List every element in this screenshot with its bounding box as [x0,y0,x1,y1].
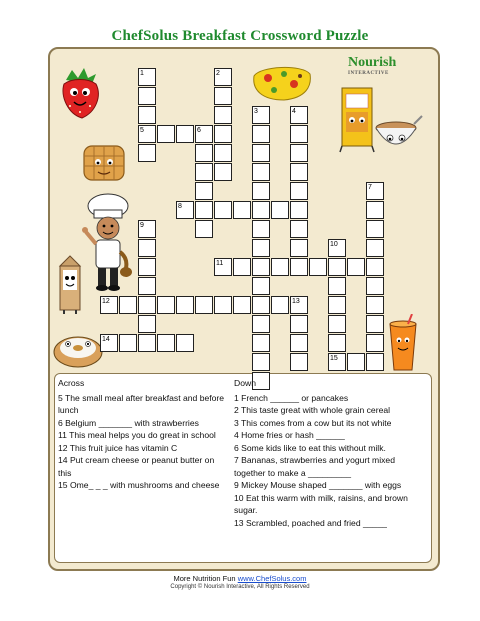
grid-cell[interactable] [195,125,213,143]
grid-cell[interactable] [195,163,213,181]
cell-number: 2 [216,70,220,77]
grid-cell[interactable] [290,182,308,200]
grid-cell[interactable] [271,201,289,219]
grid-cell[interactable] [366,277,384,295]
clue-number: 11 [58,430,67,440]
copyright-text: Copyright © Nourish Interactive, All Rights Reserved [170,584,310,590]
cell-number: 5 [140,127,144,134]
cell-number: 9 [140,222,144,229]
clue-number: 15 [58,480,68,490]
grid-cell[interactable] [366,334,384,352]
clue-number: 9 [234,480,239,490]
clue-text: This comes from a cow but its not white [238,417,392,428]
clue-number: 5 [58,392,63,403]
grid-cell[interactable] [138,125,156,143]
grid-cell[interactable] [290,334,308,352]
grid-cell[interactable] [119,334,137,352]
grid-cell[interactable] [290,106,308,124]
puzzle-title: ChefSolus Breakfast Crossword Puzzle [111,28,369,44]
grid-cell[interactable] [214,163,232,181]
grid-cell[interactable] [157,296,175,314]
grid-cell[interactable] [233,296,251,314]
clue-number: 1 [234,392,239,403]
grid-cell[interactable] [195,144,213,162]
down-clue-3 [234,417,426,430]
cell-number: 12 [102,298,110,305]
grid-cell[interactable] [233,201,251,219]
logo-text: Nourish [348,55,397,70]
grid-cell[interactable] [271,296,289,314]
grid-cell[interactable] [138,334,156,352]
grid-cell[interactable] [252,258,270,276]
grid-cell[interactable] [328,315,346,333]
clue-number: 13 [234,517,244,528]
grid-cell[interactable] [328,277,346,295]
grid-cell[interactable] [195,182,213,200]
grid-cell[interactable] [290,125,308,143]
grid-cell[interactable] [214,87,232,105]
cell-number: 13 [292,298,300,305]
grid-cell[interactable] [290,258,308,276]
grid-cell[interactable] [290,353,308,371]
grid-cell[interactable] [100,296,118,314]
clue-text: Ome_ _ _ with mushrooms and cheese [67,480,220,490]
clue-number: 6 [58,417,63,428]
clue-text: This taste great with whole grain cereal [238,405,391,415]
cell-number: 11 [216,260,224,267]
grid-cell[interactable] [290,315,308,333]
grid-cell[interactable] [366,296,384,314]
cell-number: 3 [254,108,258,115]
down-clue-2 [234,404,426,417]
grid-cell[interactable] [328,258,346,276]
grid-cell[interactable] [176,125,194,143]
clue-number: 3 [234,417,239,428]
grid-cell[interactable] [347,353,365,371]
grid-cell[interactable] [214,296,232,314]
grid-cell[interactable] [328,334,346,352]
clue-text: Some kids like to eat this without milk. [238,442,386,453]
clue-number: 6 [234,442,239,453]
cell-number: 10 [330,241,338,248]
cell-number: 15 [330,355,338,362]
grid-cell[interactable] [252,220,270,238]
logo-tagline: INTERACTIVE [348,71,389,76]
down-clues [234,377,426,529]
grid-cell[interactable] [328,353,346,371]
grid-cell[interactable] [138,220,156,238]
grid-cell[interactable] [252,277,270,295]
grid-cell[interactable] [309,258,327,276]
clue-text: This fruit juice has vitamin C [67,442,178,453]
clue-text: The small meal after breakfast and before lunch [58,392,225,415]
grid-cell[interactable] [195,220,213,238]
clue-text: Bananas, strawberries and yogurt mixed together to make a _________ [234,455,395,478]
grid-cell[interactable] [176,201,194,219]
grid-cell[interactable] [214,68,232,86]
across-clue-6 [58,417,228,430]
clue-number: 12 [58,442,68,453]
cell-number: 1 [140,70,144,77]
grid-cell[interactable] [366,315,384,333]
cell-number: 8 [178,203,182,210]
grid-cell[interactable] [366,182,384,200]
grid-cell[interactable] [271,258,289,276]
grid-cell[interactable] [214,144,232,162]
grid-cell[interactable] [252,334,270,352]
clue-text: Mickey Mouse shaped _______ with eggs [238,480,402,490]
clue-text: Eat this warm with milk, raisins, and brown sugar. [234,492,408,515]
cell-number: 7 [368,184,372,191]
across-clue-14 [58,454,228,479]
down-clue-4 [234,429,426,442]
grid-cell[interactable] [138,239,156,257]
grid-cell[interactable] [366,258,384,276]
grid-cell[interactable] [252,144,270,162]
grid-cell[interactable] [119,296,137,314]
down-clue-6 [234,442,426,455]
grid-cell[interactable] [290,163,308,181]
grid-cell[interactable] [366,201,384,219]
grid-cell[interactable] [100,334,118,352]
more-fun-label: More Nutrition Fun [173,574,236,583]
down-clue-13 [234,517,426,530]
clue-number: 4 [234,430,239,440]
footer-links [0,574,480,583]
cell-number: 14 [102,336,110,343]
grid-cell[interactable] [195,296,213,314]
down-clue-1 [234,392,426,405]
clue-text: Belgium _______ with strawberries [62,417,199,428]
clue-text: Scrambled, poached and fried _____ [243,517,387,528]
grid-cell[interactable] [233,258,251,276]
grid-cell[interactable] [252,353,270,371]
grid-cell[interactable] [138,296,156,314]
chefsolus-link[interactable]: www.ChefSolus.com [237,574,307,583]
across-heading: Across [58,378,85,388]
grid-cell[interactable] [366,239,384,257]
grid-cell[interactable] [290,201,308,219]
clue-number: 7 [234,455,239,465]
grid-cell[interactable] [252,163,270,181]
grid-cell[interactable] [157,125,175,143]
grid-cell[interactable] [157,334,175,352]
grid-cell[interactable] [138,258,156,276]
grid-cell[interactable] [214,106,232,124]
clue-text: Put cream cheese or peanut butter on this [58,455,215,478]
grid-cell[interactable] [176,334,194,352]
clue-number: 2 [234,405,239,415]
grid-cell[interactable] [347,258,365,276]
grid-cell[interactable] [138,68,156,86]
grid-cell[interactable] [252,201,270,219]
grid-cell[interactable] [138,87,156,105]
grid-cell[interactable] [138,144,156,162]
grid-cell[interactable] [214,258,232,276]
grid-cell[interactable] [176,296,194,314]
grid-cell[interactable] [366,220,384,238]
across-clue-12 [58,442,228,455]
grid-cell[interactable] [290,220,308,238]
grid-cell[interactable] [138,315,156,333]
grid-cell[interactable] [252,106,270,124]
grid-cell[interactable] [138,277,156,295]
grid-cell[interactable] [366,353,384,371]
grid-cell[interactable] [214,125,232,143]
down-clue-9 [234,479,426,492]
clue-text: Home fries or hash ______ [238,430,345,440]
grid-cell[interactable] [328,239,346,257]
cell-number: 6 [197,127,201,134]
grid-cell[interactable] [252,296,270,314]
grid-cell[interactable] [328,296,346,314]
down-clue-10 [234,492,426,517]
cell-number: 4 [292,108,296,115]
grid-cell[interactable] [290,144,308,162]
down-heading: Down [234,378,256,388]
grid-cell[interactable] [252,239,270,257]
grid-cell[interactable] [252,182,270,200]
across-clue-5 [58,392,228,417]
grid-cell[interactable] [290,239,308,257]
grid-cell[interactable] [214,201,232,219]
grid-cell[interactable] [252,315,270,333]
clue-text: This meal helps you do great in school [66,430,216,440]
grid-cell[interactable] [290,296,308,314]
clue-number: 10 [234,492,244,503]
grid-cell[interactable] [138,106,156,124]
down-clue-7 [234,454,426,479]
clue-number: 14 [58,455,68,465]
across-clue-11 [58,429,228,442]
grid-cell[interactable] [195,201,213,219]
across-clues [58,377,228,492]
grid-cell[interactable] [252,125,270,143]
clue-text: French ______ or pancakes [238,392,349,403]
across-clue-15 [58,479,228,492]
